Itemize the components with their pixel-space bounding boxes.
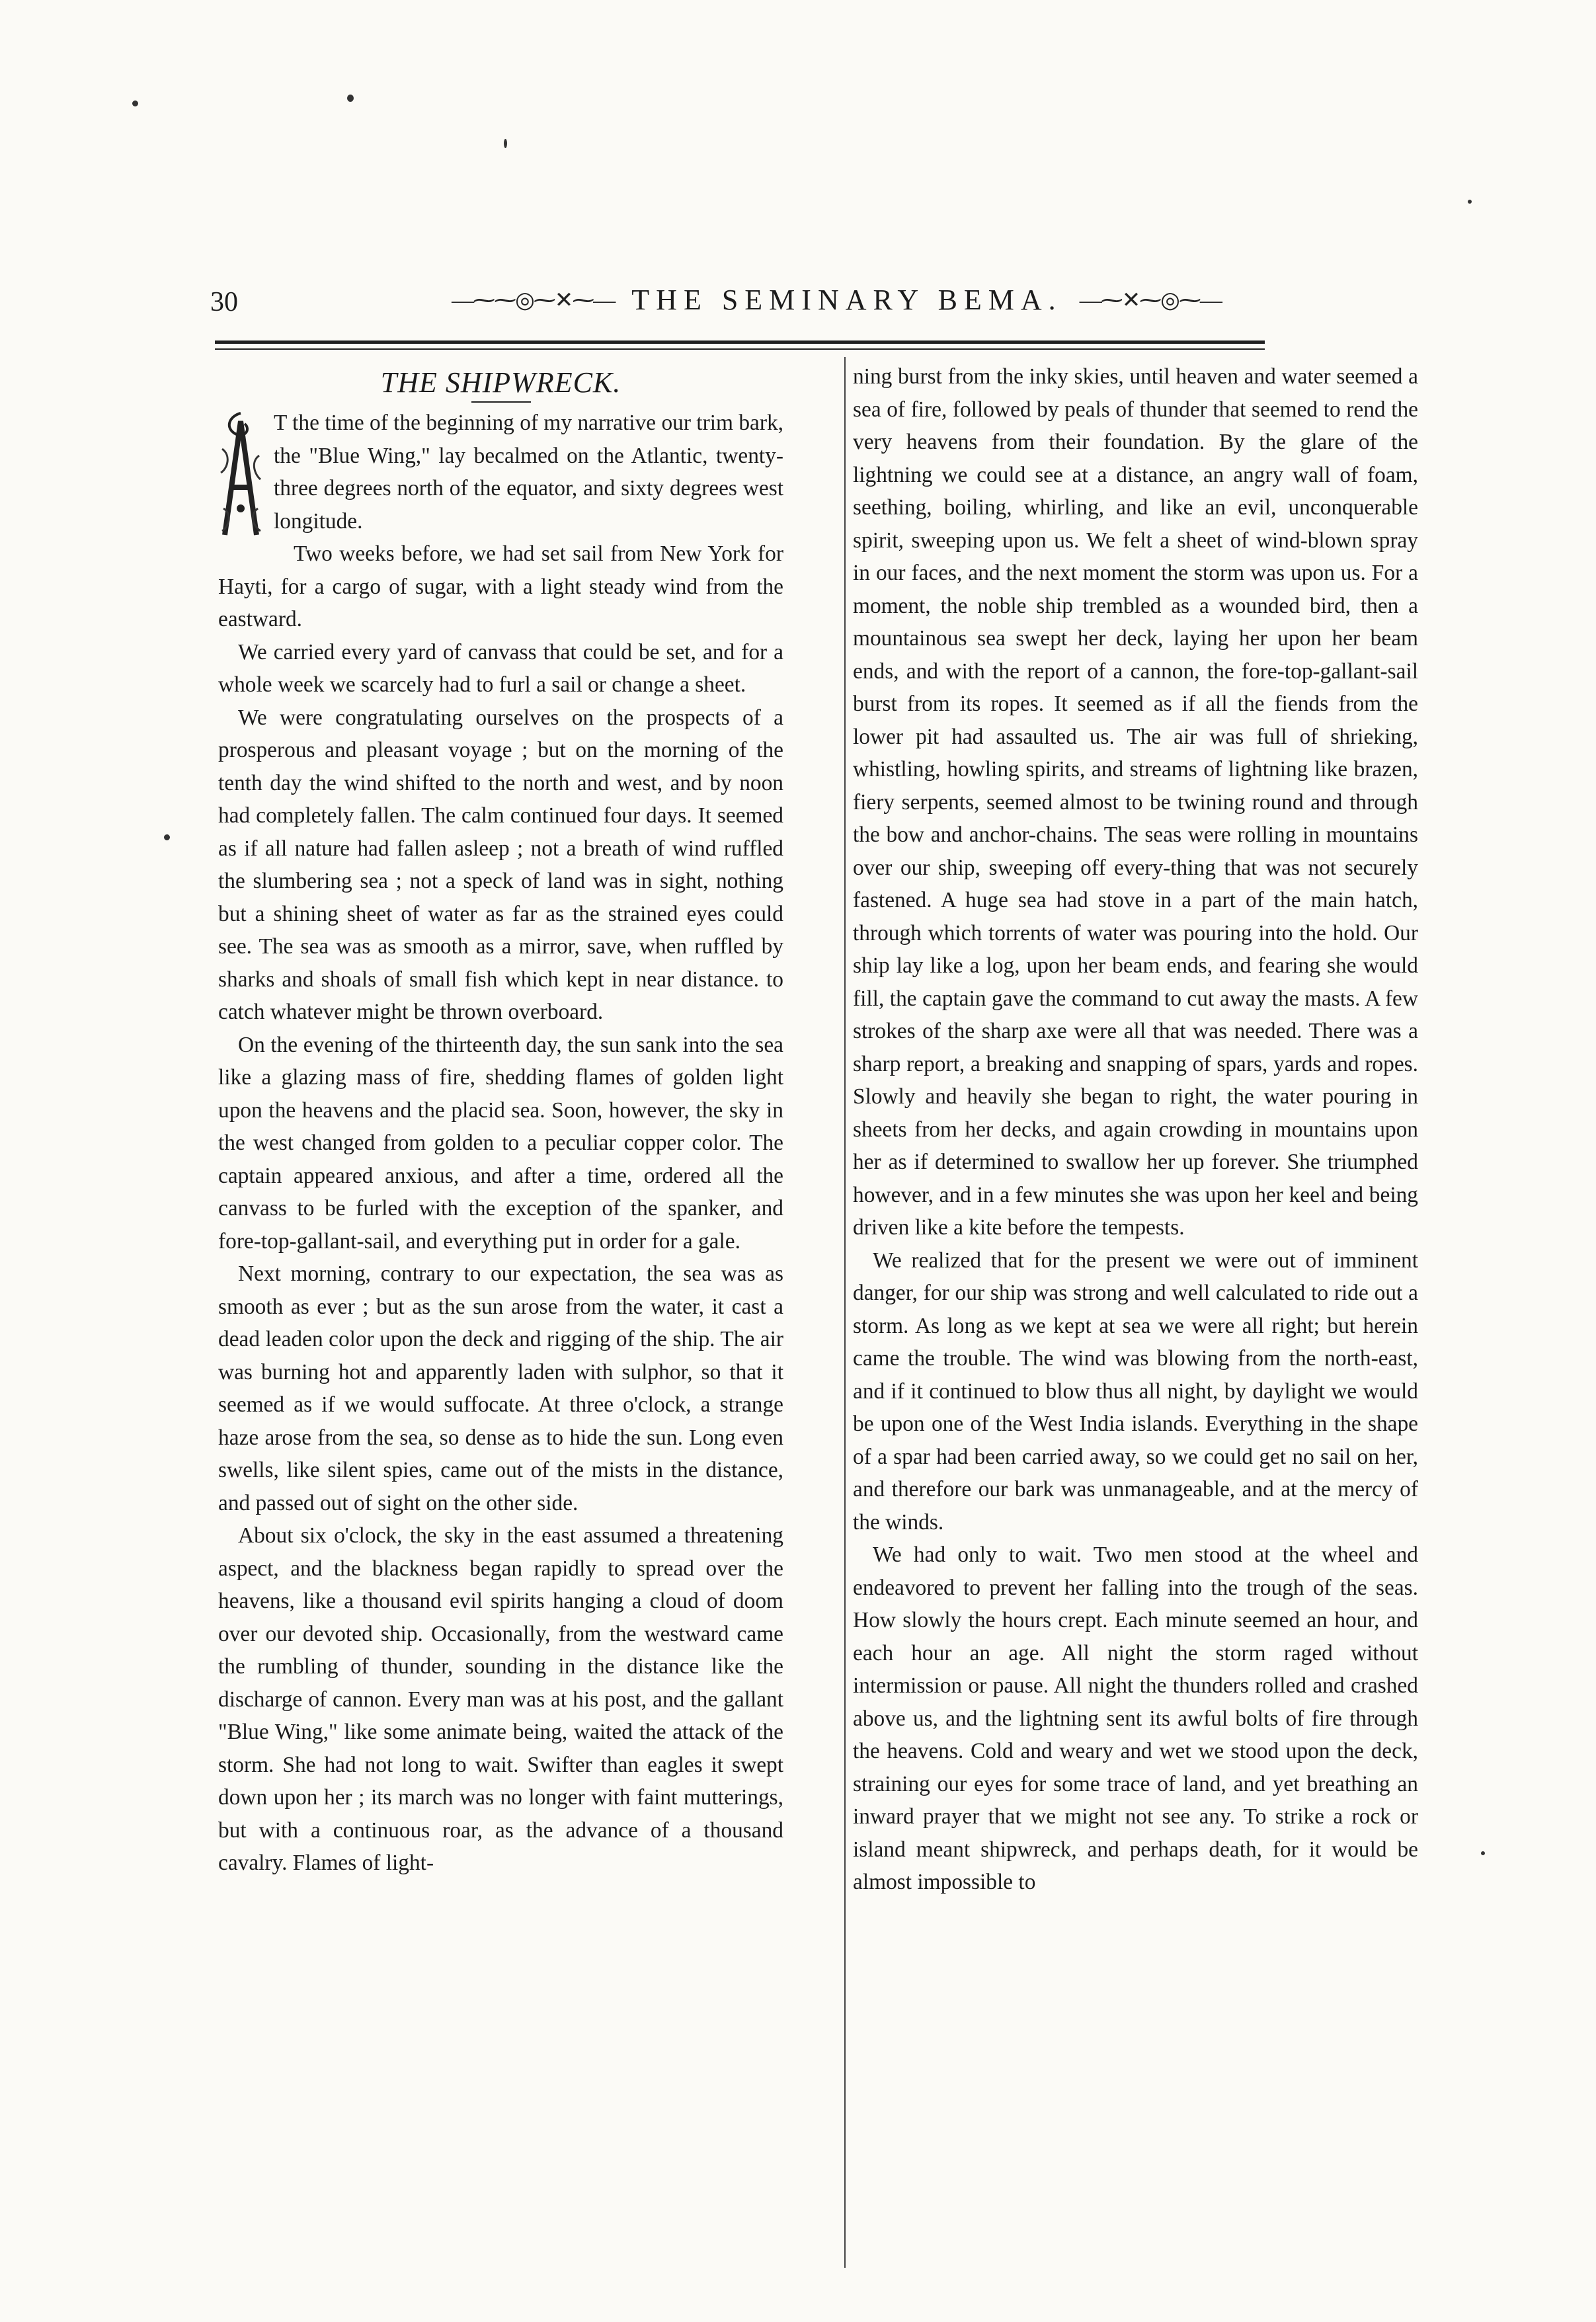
paragraph: We had only to wait. Two men stood at the wheel and endeavored to prevent her falling into the trough of the seas. How slowly the hours crept. Each minute seemed an hour, and each hour an age. All night the storm raged without intermission or pause. All night the thunders rolled and crashed above us, and the lightning sent its awful bolts of fire through the heavens. Cold and weary and wet we stood upon the deck, straining our eyes for some trace of land, and yet breathing an inward prayer that we might not see any. To strike a rock or island meant shipwreck, and perhaps death, for it would be almost impossible to bbox=[853, 1542, 1418, 1894]
page-number: 30 bbox=[210, 287, 238, 317]
title-rule bbox=[471, 401, 531, 403]
paragraph-continued: ning burst from the inky skies, until heaven and water seemed a sea of fire, followed by peals of thunder that seemed to rend the very heavens from their foundation. By the glare of the lightning we could see at a distance, an angry wall of foam, seething, boiling, whirling, and like an evil, unconquerable spirit, sweeping upon us. We felt a sheet of wind-blown spray in our faces, and the next moment the storm was upon us. For a moment, the noble ship trembled as a wounded bird, then a mountainous sea swept her deck, laying her upon her beam ends, and with the report of a cannon, the fore-top-gallant-sail burst from its ropes. It seemed as if all the fiends from the lower pit had assaulted us. The air was full of shrieking, whistling, howling spirits, and streams of lightning like brazen, fiery serpents, seemed almost to be twining round and through the bow and anchor-chains. The seas were rolling in mountains over our ship, sweeping off every-thing that was not securely fastened. A huge sea had stove in a part of the main hatch, through which torrents of water was pouring into the hold. Our ship lay like a log, upon her beam ends, and fearing she would fill, the captain gave the command to cut away the masts. A few strokes of the sharp axe were all that was needed. There was a sharp report, a breaking and snapping of spars, yards and ropes. Slowly and heavily she began to right, the water pouring in sheets from her decks, and again crowding in mountains upon her as if determined to swallow her up forever. She triumphed however, and in a few minutes she was upon her keel and being driven like a kite before the tempests. bbox=[853, 364, 1418, 1240]
scan-speck bbox=[1481, 1851, 1485, 1855]
scan-speck bbox=[504, 139, 507, 148]
header-rule-thick bbox=[215, 340, 1265, 344]
right-column bbox=[853, 360, 1418, 1899]
paragraph: T the time of the beginning of my narrative our trim bark, the "Blue Wing," lay becalmed on the Atlantic, twenty-three degrees north of the equator, and sixty degrees west longitude. bbox=[274, 411, 783, 534]
paragraph: Two weeks before, we had set sail from New York for Hayti, for a cargo of sugar, with a light steady wind from the eastward. bbox=[218, 541, 783, 631]
scan-speck bbox=[132, 100, 138, 106]
left-column bbox=[218, 360, 783, 1880]
scan-speck bbox=[164, 834, 170, 840]
header-rule-thin bbox=[215, 348, 1265, 350]
left-ornament: —⁓⁓◎⁓✕⁓— bbox=[452, 288, 615, 313]
scan-speck bbox=[1468, 200, 1472, 204]
paragraph: We were congratulating ourselves on the prospects of a prosperous and pleasant voyage ; but on the morning of the tenth day the wind shifted to the north and west, and by noon had completely fallen. The calm continued four days. It seemed as if all nature had fallen asleep ; not a breath of wind ruffled the slumbering sea ; not a speck of land was in sight, nothing but a shining sheet of water as far as the strained eyes could see. The sea was as smooth as a mirror, save, when ruffled by sharks and shoals of small fish which kept in near distance. to catch whatever might be thrown overboard. bbox=[218, 705, 783, 1024]
paragraph: We carried every yard of canvass that could be set, and for a whole week we scarcely had to furl a sail or change a sheet. bbox=[218, 639, 783, 697]
paragraph: On the evening of the thirteenth day, the sun sank into the sea like a glazing mass of fire, shedding flames of golden light upon the heavens and the placid sea. Soon, however, the sky in the west changed from golden to a peculiar copper color. The captain appeared anxious, and after a time, ordered all the canvass to be furled with the exception of the spanker, and fore-top-gallant-sail, and everything put in order for a gale. bbox=[218, 1032, 783, 1254]
column-divider bbox=[844, 357, 846, 2268]
running-head bbox=[423, 283, 1250, 317]
paragraph-split: About six o'clock, the sky in the east assumed a threatening aspect, and the blackness began rapidly to spread over the heavens, like a thousand evil spirits hanging a cloud of doom over our devoted ship. Occasionally, from the westward came the rumbling of thunder, sounding in the distance like the discharge of cannon. Every man was at his post, and the gallant "Blue Wing," like some animate being, waited the attack of the storm. She had not long to wait. Swifter than eagles it swept down upon her ; its march was no longer with faint mutterings, but with a continuous roar, as the advance of a thousand cavalry. Flames of light- bbox=[218, 1523, 783, 1875]
article-title: THE SHIPWRECK. bbox=[380, 366, 621, 399]
paragraph: We realized that for the present we were out of imminent danger, for our ship was strong and well calculated to ride out a storm. As long as we kept at sea we were all right; but herein came the trouble. The wind was blowing from the north-east, and if it continued to blow thus all night, by daylight we would be upon one of the West India islands. Everything in the shape of a spar had been carried away, so we could get no sail on her, and therefore our bark was unmanageable, and at the mercy of the winds. bbox=[853, 1248, 1418, 1535]
paragraph: Next morning, contrary to our expectation, the sea was as smooth as ever ; but as the sun arose from the water, it cast a dead leaden color upon the deck and rigging of the ship. The air was burning hot and apparently laden with sulphor, so that it seemed as if we would suffocate. At three o'clock, a strange haze arose from the sea, so dense as to hide the sun. Long even swells, like silent spies, came out of the mists in the distance, and passed out of sight on the other side. bbox=[218, 1261, 783, 1515]
dropcap-ornament bbox=[218, 409, 263, 539]
scan-speck bbox=[347, 95, 354, 102]
masthead-title: THE SEMINARY BEMA. bbox=[631, 284, 1062, 316]
right-ornament: —⁓✕⁓◎⁓— bbox=[1079, 288, 1221, 313]
